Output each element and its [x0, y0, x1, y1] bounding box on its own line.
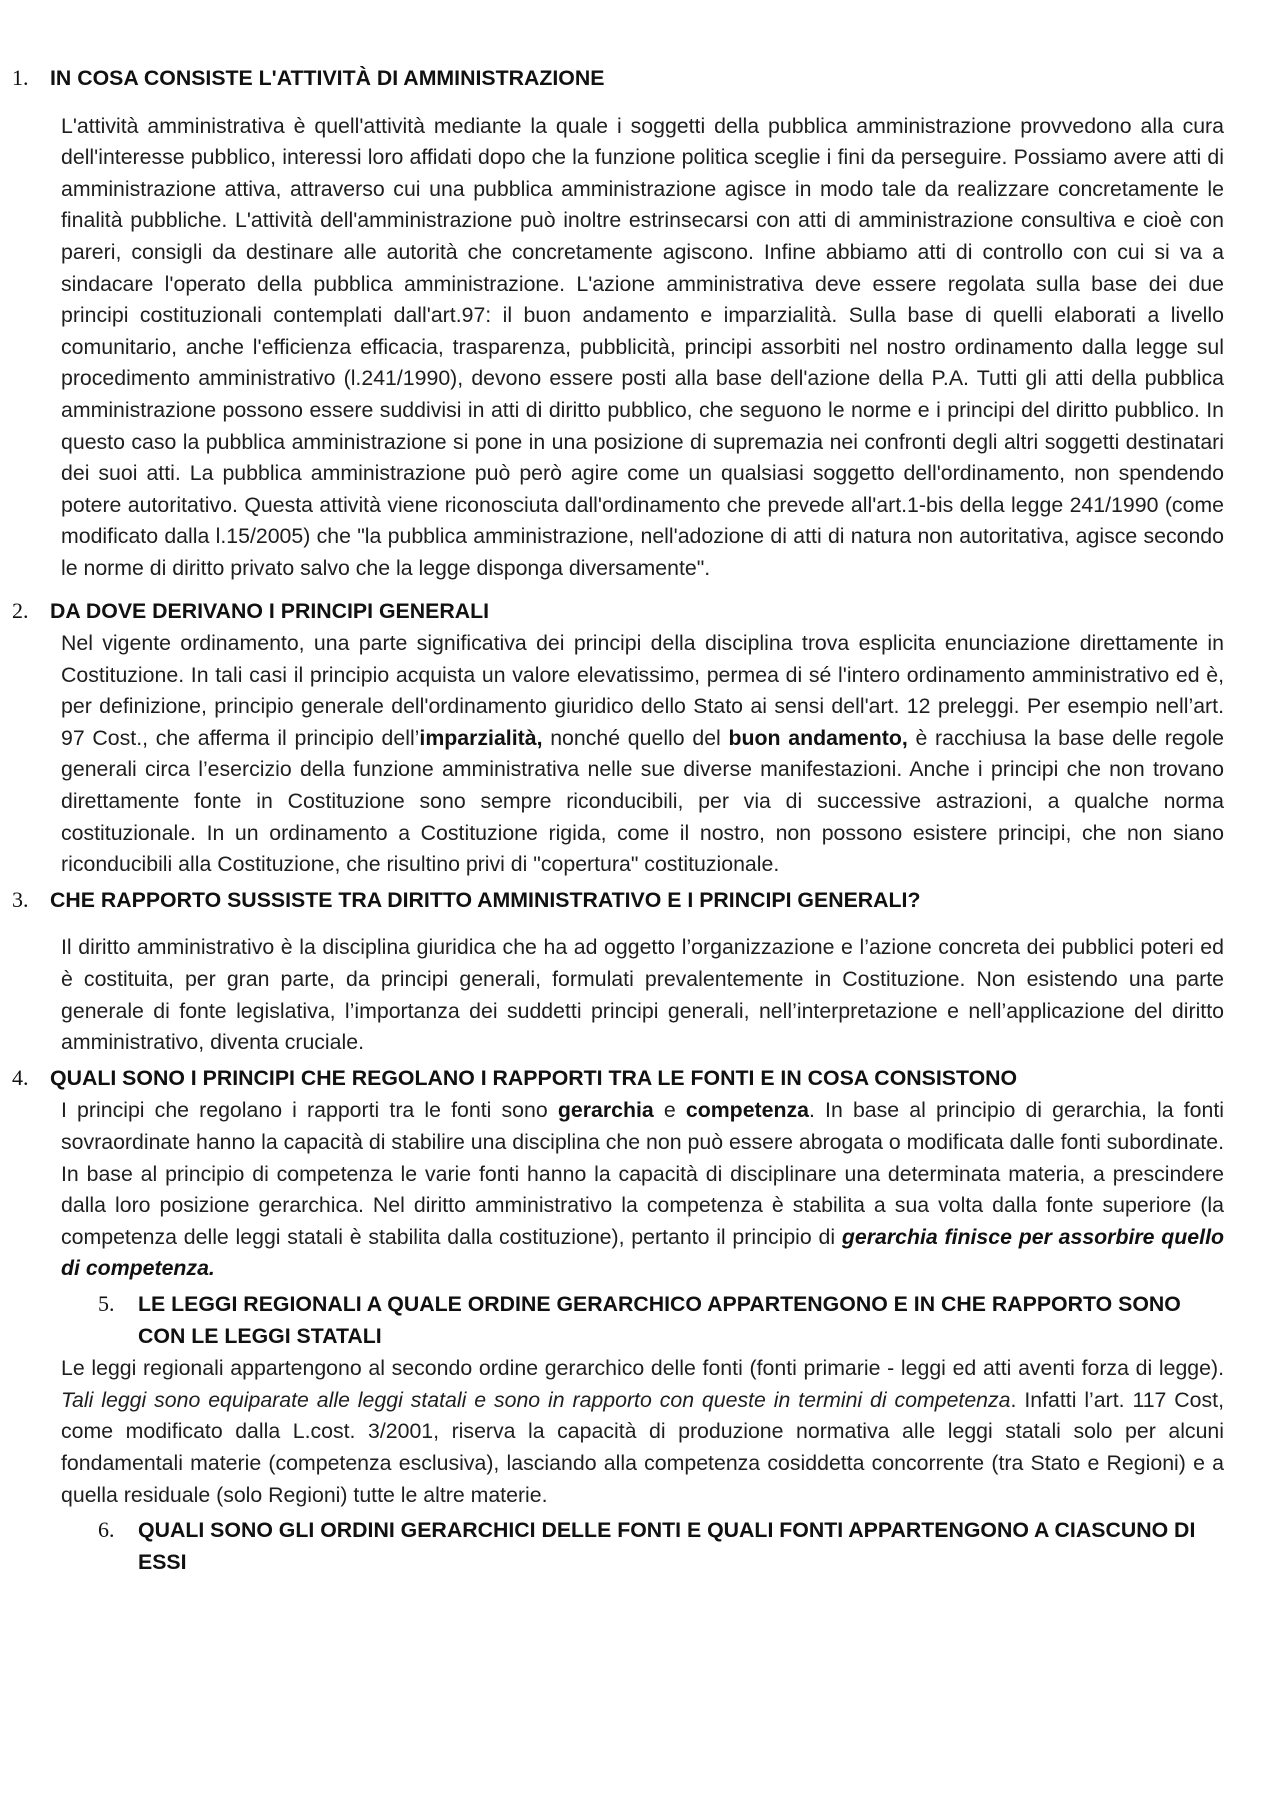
question-title: DA DOVE DERIVANO I PRINCIPI GENERALI	[50, 598, 489, 623]
question-section-5	[12, 1288, 1224, 1511]
answer-paragraph-5	[61, 1353, 1224, 1511]
question-number: 5.	[98, 1290, 115, 1316]
question-section-2	[12, 595, 1224, 881]
question-heading-2	[12, 595, 1224, 628]
answer-bold-text: imparzialità,	[419, 725, 543, 750]
answer-text: . Infatti l’art. 117 Cost, come modificato dalla L.cost. 3/2001, riserva la capacità di produzione normativa alle leggi statali solo per alcuni fondamentali materie (competenza esclusiva), lasciando alla competenza cosiddetta concorrente (tra Stato e Regioni) e a quella residuale (solo Regioni) tutte le altre materie.	[61, 1387, 1224, 1507]
question-number: 4.	[12, 1064, 29, 1090]
answer-paragraph-2	[61, 628, 1224, 881]
answer-text: Nel vigente ordinamento, una parte significativa dei principi della disciplina trova esplicita enunciazione direttamente in Costituzione. In tali casi il principio acquista un valore elevatissimo, permea di sé l'intero ordinamento amministrativo ed è, per definizione, principio generale dell'ordinamento giuridico dello Stato ai sensi dell'art. 12 preleggi. Per esempio nell’art. 97 Cost., che afferma il principio dell’	[61, 631, 1224, 750]
answer-paragraph-4	[61, 1095, 1224, 1285]
question-section-4	[12, 1062, 1224, 1285]
answer-bold-italic-text: gerarchia finisce per assorbire quello di competenza.	[61, 1224, 1224, 1281]
question-heading-4	[12, 1062, 1224, 1095]
question-title: QUALI SONO GLI ORDINI GERARCHICI DELLE FONTI E QUALI FONTI APPARTENGONO A CIASCUNO DI ESSI	[138, 1518, 1196, 1574]
answer-text: e	[653, 1098, 686, 1123]
question-title: QUALI SONO I PRINCIPI CHE REGOLANO I RAPPORTI TRA LE FONTI E IN COSA CONSISTONO	[50, 1065, 1018, 1090]
answer-text: nonché quello del	[542, 725, 729, 750]
question-section-6	[12, 1514, 1224, 1578]
question-number: 3.	[12, 886, 29, 912]
question-section-3	[12, 884, 1224, 1059]
question-heading-3	[12, 884, 1224, 917]
answer-text: è racchiusa la base delle regole generali circa l’esercizio della funzione amministrativa nelle sue diverse manifestazioni. Anche i principi che non trovano direttamente fonte in Costituzione sono sempre riconducibili, per via di successive astrazioni, a qualche norma costituzionale. In un ordinamento a Costituzione rigida, come il nostro, non possono esistere principi, che non siano riconducibili alla Costituzione, che risultino privi di "copertura" costituzionale.	[61, 725, 1224, 877]
answer-paragraph-3: Il diritto amministrativo è la disciplina giuridica che ha ad oggetto l’organizzazione e l’azione concreta dei pubblici poteri ed è costituita, per gran parte, da principi generali, formulati prevalentemente in Costituzione. Non esistendo una parte generale di fonte legislativa, l’importanza dei suddetti principi generali, nell’interpretazione e nell’applicazione del diritto amministrativo, diventa cruciale.	[61, 935, 1224, 1055]
question-title: CHE RAPPORTO SUSSISTE TRA DIRITTO AMMINISTRATIVO E I PRINCIPI GENERALI?	[50, 887, 921, 912]
answer-bold-text: buon andamento,	[728, 725, 908, 750]
question-number: 2.	[12, 597, 29, 623]
answer-bold-text: competenza	[685, 1098, 809, 1123]
answer-italic-text: Tali leggi sono equiparate alle leggi statali e sono in rapporto con queste in termini di competenza	[61, 1387, 1011, 1412]
question-section-1	[12, 62, 1224, 585]
question-number: 6.	[98, 1517, 115, 1543]
answer-text: Le leggi regionali appartengono al secondo ordine gerarchico delle fonti (fonti primarie - leggi ed atti aventi forza di legge).	[61, 1356, 1224, 1381]
answer-paragraph-1: L'attività amministrativa è quell'attività mediante la quale i soggetti della pubblica amministrazione provvedono alla cura dell'interesse pubblico, interessi loro affidati dopo che la funzione politica sceglie i fini da perseguire. Possiamo avere atti di amministrazione attiva, attraverso cui una pubblica amministrazione agisce in modo tale da realizzare concretamente le finalità pubbliche. L'attività dell'amministrazione può inoltre estrinsecarsi con atti di amministrazione consultiva e cioè con pareri, consigli da destinare alle autorità che concretamente agiscono. Infine abbiamo atti di controllo con cui si va a sindacare l'operato della pubblica amministrazione. L'azione amministrativa deve essere regolata sulla base dei due principi costituzionali contemplati dall'art.97: il buon andamento e imparzialità. Sulla base di quelli elaborati a livello comunitario, anche l'efficienza efficacia, trasparenza, pubblicità, principi assorbiti nel nostro ordinamento dalla legge sul procedimento amministrativo (l.241/1990), devono essere posti alla base dell'azione della P.A. Tutti gli atti della pubblica amministrazione possono essere suddivisi in atti di diritto pubblico, che seguono le norme e i principi del diritto pubblico. In questo caso la pubblica amministrazione si pone in una posizione di supremazia nei confronti degli altri soggetti destinatari dei suoi atti. La pubblica amministrazione può però agire come un qualsiasi soggetto dell'ordinamento, non spendendo potere autoritativo. Questa attività viene riconosciuta dall'ordinamento che prevede all'art.1-bis della legge 241/1990 (come modificato dalla l.15/2005) che "la pubblica amministrazione, nell'adozione di atti di natura non autoritativa, agisce secondo le norme di diritto privato salvo che la legge disponga diversamente".	[61, 113, 1224, 580]
answer-text: I principi che regolano i rapporti tra le fonti sono	[61, 1098, 558, 1123]
question-heading-1	[12, 62, 1224, 95]
question-heading-5	[12, 1288, 1224, 1352]
answer-text: . In base al principio di gerarchia, la fonti sovraordinate hanno la capacità di stabilire una disciplina che non può essere abrogata o modificata dalle fonti subordinate. In base al principio di competenza le varie fonti hanno la capacità di disciplinare una determinata materia, a prescindere dalla loro posizione gerarchica. Nel diritto amministrativo la competenza è stabilita a sua volta dalla fonte superiore (la competenza delle leggi statali è stabilita dalla costituzione), pertanto il principio di	[61, 1098, 1224, 1249]
question-title: IN COSA CONSISTE L'ATTIVITÀ DI AMMINISTRAZIONE	[50, 66, 605, 90]
answer-bold-text: gerarchia	[557, 1098, 654, 1123]
question-heading-6	[12, 1514, 1224, 1578]
question-title: LE LEGGI REGIONALI A QUALE ORDINE GERARCHICO APPARTENGONO E IN CHE RAPPORTO SONO CON LE LEGGI STATALI	[138, 1291, 1181, 1348]
question-number: 1.	[12, 65, 29, 90]
